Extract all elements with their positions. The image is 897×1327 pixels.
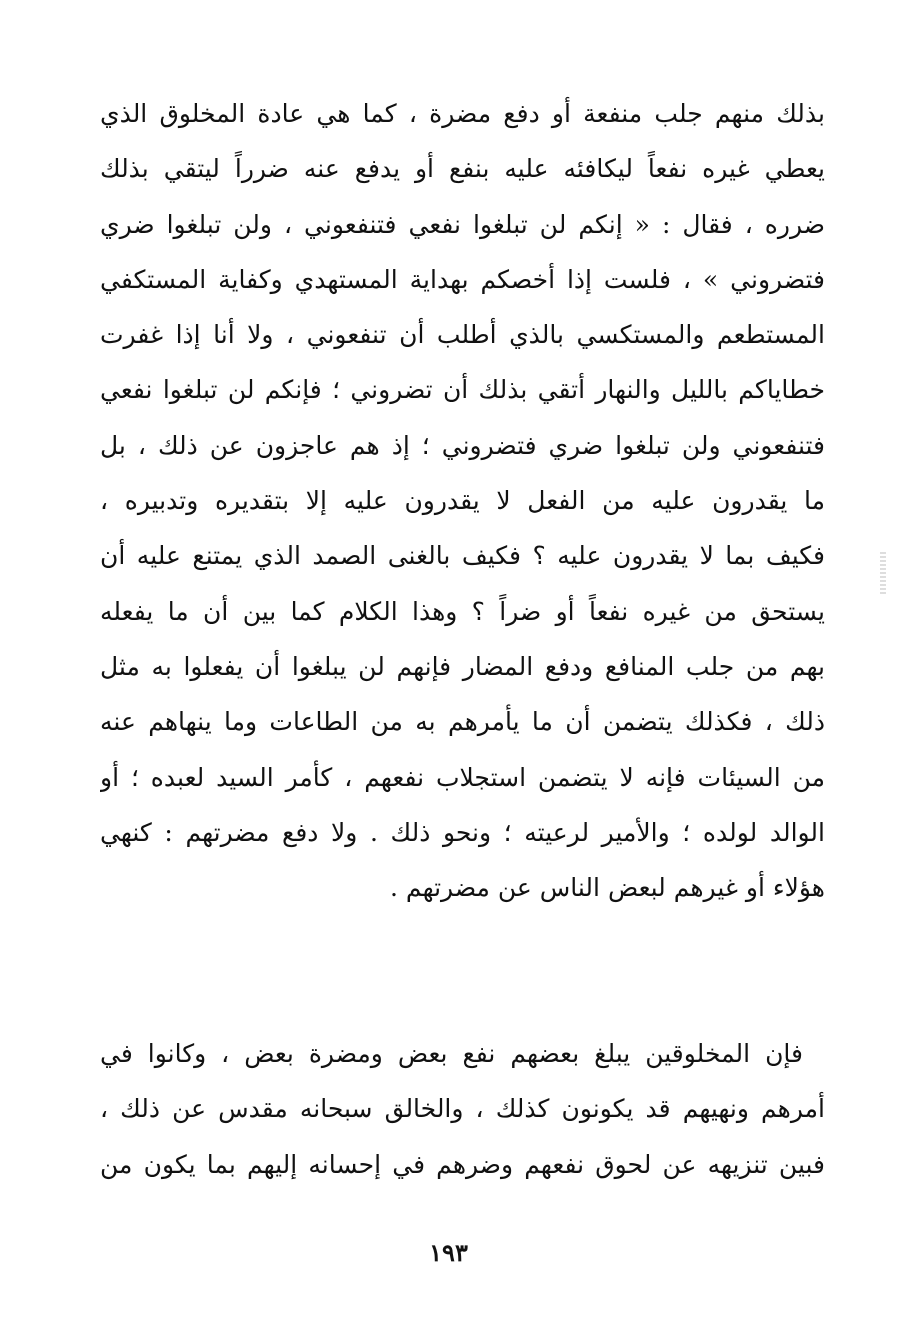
text-line: فكيف بما لا يقدرون عليه ؟ فكيف بالغنى الصمد الذي يمتنع عليه أن bbox=[100, 541, 825, 571]
text-line: ما يقدرون عليه من الفعل لا يقدرون عليه إلا بتقديره وتدبيره ، bbox=[100, 486, 825, 516]
text-line: من السيئات فإنه لا يتضمن استجلاب نفعهم ، كأمر السيد لعبده ؛ أو bbox=[100, 762, 825, 792]
text-line: ضرره ، فقال : « إنكم لن تبلغوا نفعي فتنفعوني ، ولن تبلغوا ضري bbox=[100, 209, 825, 239]
text-line: أمرهم ونهيهم قد يكونون كذلك ، والخالق سبحانه مقدس عن ذلك ، bbox=[100, 1094, 825, 1124]
text-line: خطاياكم بالليل والنهار أتقي بذلك أن تضروني ؛ فإنكم لن تبلغوا نفعي bbox=[100, 375, 825, 405]
text-line: الوالد لولده ؛ والأمير لرعيته ؛ ونحو ذلك . ولا دفع مضرتهم : كنهي bbox=[100, 817, 825, 847]
text-line: فبين تنزيهه عن لحوق نفعهم وضرهم في إحسانه إليهم بما يكون من bbox=[100, 1149, 825, 1179]
paragraph-1 bbox=[100, 86, 825, 915]
paragraph-2 bbox=[100, 1026, 825, 1192]
text-line: يستحق من غيره نفعاً أو ضراً ؟ وهذا الكلام كما بين أن ما يفعله bbox=[100, 596, 825, 626]
text-line: هؤلاء أو غيرهم لبعض الناس عن مضرتهم . bbox=[390, 873, 825, 903]
text-line: المستطعم والمستكسي بالذي أطلب أن تنفعوني ، ولا أنا إذا غفرت bbox=[100, 320, 825, 350]
scan-artifact bbox=[880, 552, 886, 594]
text-line: فإن المخلوقين يبلغ بعضهم نفع بعض ومضرة بعض ، وكانوا في bbox=[100, 1039, 803, 1068]
text-line: فتنفعوني ولن تبلغوا ضري فتضروني ؛ إذ هم عاجزون عن ذلك ، بل bbox=[100, 430, 825, 460]
text-line: بذلك منهم جلب منفعة أو دفع مضرة ، كما هي عادة المخلوق الذي bbox=[100, 99, 825, 128]
text-line: بهم من جلب المنافع ودفع المضار فإنهم لن يبلغوا أن يفعلوا به مثل bbox=[100, 651, 825, 681]
page-number: ١٩٣ bbox=[429, 1238, 468, 1267]
text-line: يعطي غيره نفعاً ليكافئه عليه بنفع أو يدفع عنه ضرراً ليتقي بذلك bbox=[100, 154, 825, 184]
text-line: ذلك ، فكذلك يتضمن أن ما يأمرهم به من الطاعات وما ينهاهم عنه bbox=[100, 707, 825, 737]
text-line: فتضروني » ، فلست إذا أخصكم بهداية المستهدي وكفاية المستكفي bbox=[100, 264, 825, 294]
